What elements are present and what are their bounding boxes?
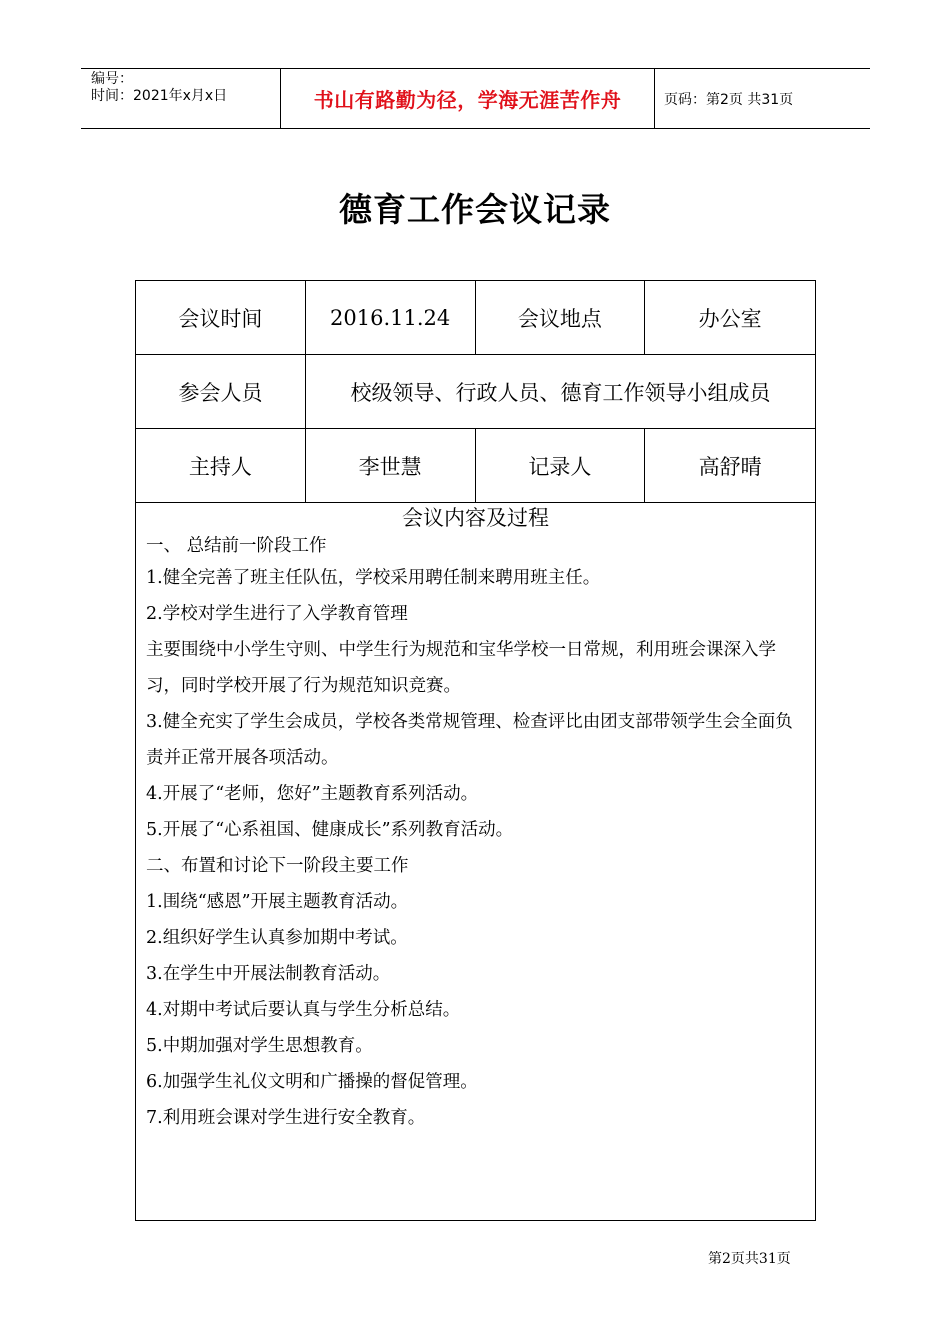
content-paragraph: 1.围绕“感恩”开展主题教育活动。	[146, 892, 409, 912]
meeting-time-value: 2016.11.24	[306, 281, 476, 354]
content-paragraph: 3.在学生中开展法制教育活动。	[146, 964, 391, 984]
content-paragraph: 5.开展了“心系祖国、健康成长”系列教育活动。	[146, 820, 514, 840]
content-paragraph: 4.开展了“老师，您好”主题教育系列活动。	[146, 784, 479, 804]
recorder-value: 高舒晴	[698, 454, 762, 479]
meeting-place-value: 办公室	[698, 306, 762, 331]
table-row	[136, 355, 815, 429]
content-paragraph: 3.健全充实了学生会成员，学校各类常规管理、检查评比由团支部带领学生会全面负责并正常开展各项活动。	[146, 712, 793, 768]
content-paragraph: 二、布置和讨论下一阶段主要工作	[146, 856, 409, 876]
header-page-info: 页码：第2页 共31页	[664, 91, 794, 108]
table-row	[136, 281, 815, 355]
meeting-place-label: 会议地点	[476, 281, 646, 354]
attendees-label: 参会人员	[136, 355, 306, 428]
time-label: 时间：2021年x月x日	[91, 88, 228, 104]
number-label: 编号：	[91, 71, 133, 87]
meeting-record-table	[135, 280, 816, 1221]
host-value: 李世慧	[306, 429, 476, 502]
table-row	[136, 429, 815, 503]
attendees-value: 校级领导、行政人员、德育工作领导小组成员	[350, 380, 771, 405]
document-title: 德育工作会议记录	[339, 190, 611, 229]
page-header	[81, 68, 870, 129]
page-footer: 第2页共31页	[708, 1251, 791, 1267]
meeting-content	[136, 503, 815, 1136]
content-paragraph: 一、 总结前一阶段工作	[146, 536, 327, 556]
recorder-label: 记录人	[476, 429, 646, 502]
header-motto: 书山有路勤为径，学海无涯苦作舟	[281, 69, 655, 128]
content-paragraph: 2.学校对学生进行了入学教育管理	[146, 604, 408, 624]
content-paragraph: 主要围绕中小学生守则、中学生行为规范和宝华学校一日常规，利用班会课深入学习，同时学校开展了行为规范知识竞赛。	[146, 640, 776, 696]
content-paragraph: 6.加强学生礼仪文明和广播操的督促管理。	[146, 1072, 478, 1092]
content-paragraph: 7.利用班会课对学生进行安全教育。	[146, 1108, 426, 1128]
content-heading: 会议内容及过程	[402, 506, 549, 530]
host-label: 主持人	[136, 429, 306, 502]
content-paragraph: 4.对期中考试后要认真与学生分析总结。	[146, 1000, 461, 1020]
content-paragraph: 1.健全完善了班主任队伍，学校采用聘任制来聘用班主任。	[146, 568, 601, 588]
meeting-time-label: 会议时间	[136, 281, 306, 354]
content-paragraph: 5.中期加强对学生思想教育。	[146, 1036, 373, 1056]
header-meta	[81, 69, 281, 128]
content-paragraph: 2.组织好学生认真参加期中考试。	[146, 928, 408, 948]
